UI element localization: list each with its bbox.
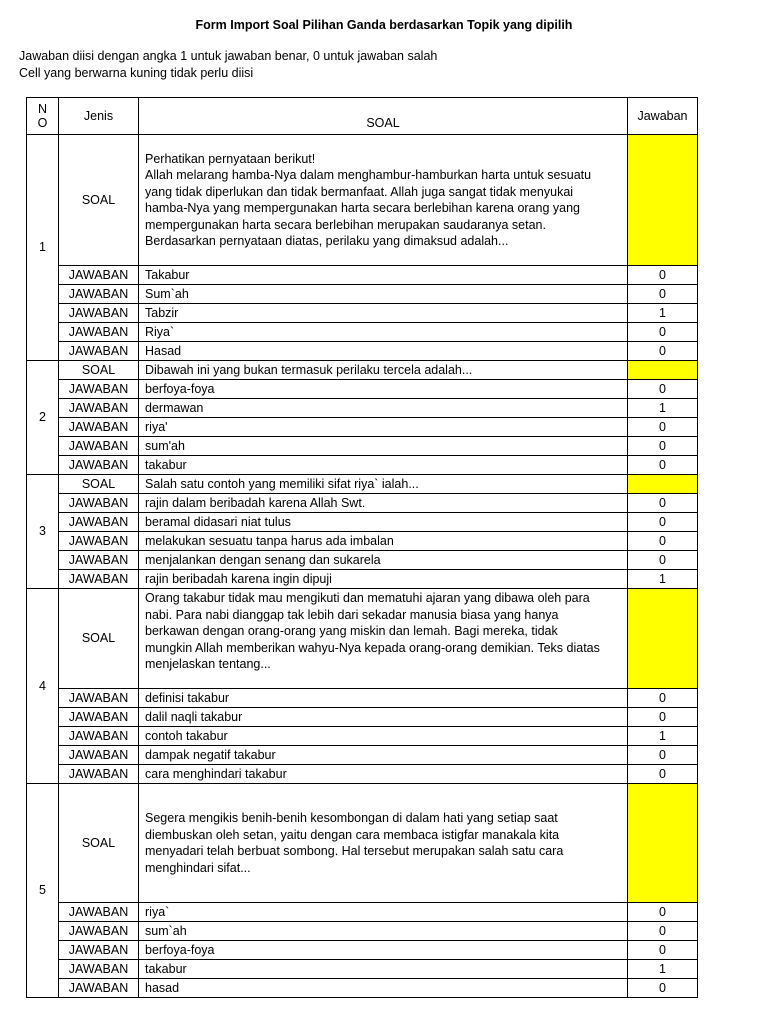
jawaban-row <box>27 380 698 399</box>
jawaban-row <box>27 570 698 589</box>
jawaban-row <box>27 746 698 765</box>
answer-value-cell[interactable]: 0 <box>628 266 698 285</box>
answer-value-cell[interactable]: 0 <box>628 689 698 708</box>
answer-cell-disabled <box>628 475 698 494</box>
question-text-line: nabi. Para nabi dianggap tak lebih dari sekadar manusia biasa yang hanya <box>145 607 559 622</box>
header-no-line2: O <box>37 116 48 130</box>
header-jenis: Jenis <box>59 98 139 135</box>
question-text <box>139 784 628 903</box>
answer-cell-disabled <box>628 784 698 903</box>
jawaban-row <box>27 532 698 551</box>
jenis-jawaban-label: JAWABAN <box>59 903 139 922</box>
answer-value-cell[interactable]: 0 <box>628 513 698 532</box>
question-text-line: mempergunakan harta secara berlebihan merupakan saudaranya setan. <box>145 217 546 232</box>
jenis-jawaban-label: JAWABAN <box>59 513 139 532</box>
soal-row <box>27 361 698 380</box>
question-text-line: mungkin Allah memberikan wahyu-Nya kepada orang-orang demikian. Teks diatas <box>145 640 600 655</box>
answer-value-cell[interactable]: 1 <box>628 570 698 589</box>
jawaban-row <box>27 903 698 922</box>
page-title: Form Import Soal Pilihan Ganda berdasarkan Topik yang dipilih <box>195 18 573 32</box>
header-no <box>27 98 59 135</box>
answer-option-text[interactable]: melakukan sesuatu tanpa harus ada imbalan <box>139 532 628 551</box>
question-text-line: Dibawah ini yang bukan termasuk perilaku tercela adalah... <box>145 362 473 377</box>
question-text-line: berkawan dengan orang-orang yang miskin dan lemah. Bagi mereka, tidak <box>145 624 558 638</box>
jawaban-row <box>27 418 698 437</box>
jenis-jawaban-label: JAWABAN <box>59 418 139 437</box>
jawaban-row <box>27 708 698 727</box>
answer-option-text[interactable]: beramal didasari niat tulus <box>139 513 628 532</box>
header-soal: SOAL <box>139 98 628 135</box>
jenis-jawaban-label: JAWABAN <box>59 941 139 960</box>
question-text-line: hamba-Nya yang mempergunakan harta secara berlebihan karena orang yang <box>145 201 580 215</box>
answer-value-cell[interactable]: 0 <box>628 979 698 998</box>
question-text-line: Berdasarkan pernyataan diatas, perilaku yang dimaksud adalah... <box>145 234 509 248</box>
answer-value-cell[interactable]: 0 <box>628 903 698 922</box>
answer-value-cell[interactable]: 0 <box>628 437 698 456</box>
answer-value-cell[interactable]: 0 <box>628 285 698 304</box>
question-text-line: menyadari telah berbuat sombong. Hal tersebut merupakan salah satu cara <box>145 844 564 858</box>
jenis-jawaban-label: JAWABAN <box>59 380 139 399</box>
answer-option-text[interactable]: sum`ah <box>139 922 628 941</box>
jenis-jawaban-label: JAWABAN <box>59 399 139 418</box>
answer-option-text[interactable]: definisi takabur <box>139 689 628 708</box>
soal-row <box>27 589 698 689</box>
jawaban-row <box>27 513 698 532</box>
answer-value-cell[interactable]: 0 <box>628 494 698 513</box>
soal-row <box>27 475 698 494</box>
instruction-line-2: Cell yang berwarna kuning tidak perlu diisi <box>19 66 254 80</box>
jenis-jawaban-label: JAWABAN <box>59 285 139 304</box>
jenis-jawaban-label: JAWABAN <box>59 437 139 456</box>
soal-row <box>27 784 698 903</box>
jawaban-row <box>27 960 698 979</box>
question-text-line: Perhatikan pernyataan berikut! <box>145 151 316 166</box>
answer-option-text[interactable]: Hasad <box>139 342 628 361</box>
question-text-line: Segera mengikis benih-benih kesombongan di dalam hati yang setiap saat <box>145 811 558 825</box>
answer-value-cell[interactable]: 0 <box>628 342 698 361</box>
soal-row <box>27 135 698 266</box>
jenis-jawaban-label: JAWABAN <box>59 708 139 727</box>
answer-option-text[interactable]: sum'ah <box>139 437 628 456</box>
jawaban-row <box>27 323 698 342</box>
jenis-jawaban-label: JAWABAN <box>59 689 139 708</box>
answer-option-text[interactable]: dermawan <box>139 399 628 418</box>
question-number: 2 <box>27 361 59 475</box>
jawaban-row <box>27 399 698 418</box>
question-text-line: Salah satu contoh yang memiliki sifat riya` ialah... <box>145 476 419 491</box>
answer-option-text[interactable]: Sum`ah <box>139 285 628 304</box>
answer-value-cell[interactable]: 1 <box>628 960 698 979</box>
answer-value-cell[interactable]: 1 <box>628 399 698 418</box>
answer-value-cell[interactable]: 0 <box>628 551 698 570</box>
question-text <box>139 475 628 494</box>
answer-value-cell[interactable]: 1 <box>628 727 698 746</box>
jawaban-row <box>27 266 698 285</box>
question-text <box>139 589 628 689</box>
question-text-line: diembuskan oleh setan, yaitu dengan cara membaca istigfar manakala kita <box>145 827 560 842</box>
answer-option-text[interactable]: dampak negatif takabur <box>139 746 628 765</box>
answer-value-cell[interactable]: 0 <box>628 532 698 551</box>
jenis-jawaban-label: JAWABAN <box>59 979 139 998</box>
question-text <box>139 361 628 380</box>
answer-option-text[interactable]: takabur <box>139 960 628 979</box>
header-jawaban: Jawaban <box>628 98 698 135</box>
answer-value-cell[interactable]: 0 <box>628 708 698 727</box>
jawaban-row <box>27 551 698 570</box>
answer-option-text[interactable]: hasad <box>139 979 628 998</box>
question-number: 5 <box>27 784 59 998</box>
question-text-line: menjelaskan tentang... <box>145 657 271 671</box>
jenis-jawaban-label: JAWABAN <box>59 922 139 941</box>
question-number: 1 <box>27 135 59 361</box>
jawaban-row <box>27 727 698 746</box>
answer-value-cell[interactable]: 1 <box>628 304 698 323</box>
jenis-jawaban-label: JAWABAN <box>59 304 139 323</box>
question-number: 3 <box>27 475 59 589</box>
instruction-line-1: Jawaban diisi dengan angka 1 untuk jawaban benar, 0 untuk jawaban salah <box>19 49 438 63</box>
question-text-line: Allah melarang hamba-Nya dalam menghambur-hamburkan harta untuk sesuatu <box>145 168 592 182</box>
answer-cell-disabled <box>628 589 698 689</box>
question-text-line: menghindari sifat... <box>145 860 251 875</box>
answer-option-text[interactable]: Takabur <box>139 266 628 285</box>
answer-value-cell[interactable]: 0 <box>628 418 698 437</box>
answer-option-text[interactable]: rajin dalam beribadah karena Allah Swt. <box>139 494 628 513</box>
jenis-jawaban-label: JAWABAN <box>59 266 139 285</box>
answer-value-cell[interactable]: 0 <box>628 922 698 941</box>
jawaban-row <box>27 456 698 475</box>
answer-option-text[interactable]: riya' <box>139 418 628 437</box>
header-no-line1: N <box>37 102 48 116</box>
answer-value-cell[interactable]: 0 <box>628 765 698 784</box>
answer-cell-disabled <box>628 135 698 266</box>
jenis-jawaban-label: JAWABAN <box>59 532 139 551</box>
jenis-soal-label: SOAL <box>59 361 139 380</box>
answer-option-text[interactable]: menjalankan dengan senang dan sukarela <box>139 551 628 570</box>
jawaban-row <box>27 285 698 304</box>
jenis-jawaban-label: JAWABAN <box>59 570 139 589</box>
question-text-line: Orang takabur tidak mau mengikuti dan mematuhi ajaran yang dibawa oleh para <box>145 591 590 605</box>
jawaban-row <box>27 304 698 323</box>
jawaban-row <box>27 494 698 513</box>
answer-cell-disabled <box>628 361 698 380</box>
jawaban-row <box>27 941 698 960</box>
jenis-jawaban-label: JAWABAN <box>59 323 139 342</box>
answer-option-text[interactable]: Tabzir <box>139 304 628 323</box>
jenis-jawaban-label: JAWABAN <box>59 960 139 979</box>
answer-value-cell[interactable]: 0 <box>628 323 698 342</box>
answer-option-text[interactable]: dalil naqli takabur <box>139 708 628 727</box>
question-text-line: yang tidak diperlukan dan tidak bermanfaat. Allah juga sangat tidak menyukai <box>145 184 574 199</box>
jawaban-row <box>27 979 698 998</box>
jenis-jawaban-label: JAWABAN <box>59 551 139 570</box>
jawaban-row <box>27 765 698 784</box>
question-number: 4 <box>27 589 59 784</box>
jawaban-row <box>27 437 698 456</box>
jenis-soal-label: SOAL <box>59 135 139 266</box>
answer-option-text[interactable]: takabur <box>139 456 628 475</box>
question-import-table <box>26 97 698 998</box>
answer-option-text[interactable]: rajin beribadah karena ingin dipuji <box>139 570 628 589</box>
jawaban-row <box>27 342 698 361</box>
answer-option-text[interactable]: cara menghindari takabur <box>139 765 628 784</box>
jenis-jawaban-label: JAWABAN <box>59 765 139 784</box>
question-text <box>139 135 628 266</box>
answer-option-text[interactable]: contoh takabur <box>139 727 628 746</box>
answer-value-cell[interactable]: 0 <box>628 456 698 475</box>
jenis-jawaban-label: JAWABAN <box>59 746 139 765</box>
jawaban-row <box>27 689 698 708</box>
jenis-soal-label: SOAL <box>59 589 139 689</box>
jenis-jawaban-label: JAWABAN <box>59 727 139 746</box>
jawaban-row <box>27 922 698 941</box>
answer-value-cell[interactable]: 0 <box>628 380 698 399</box>
answer-option-text[interactable]: berfoya-foya <box>139 380 628 399</box>
jenis-soal-label: SOAL <box>59 784 139 903</box>
jenis-jawaban-label: JAWABAN <box>59 494 139 513</box>
answer-option-text[interactable]: Riya` <box>139 323 628 342</box>
jenis-soal-label: SOAL <box>59 475 139 494</box>
answer-option-text[interactable]: riya` <box>139 903 628 922</box>
jenis-jawaban-label: JAWABAN <box>59 342 139 361</box>
answer-value-cell[interactable]: 0 <box>628 746 698 765</box>
jenis-jawaban-label: JAWABAN <box>59 456 139 475</box>
answer-option-text[interactable]: berfoya-foya <box>139 941 628 960</box>
header-row <box>27 98 698 135</box>
answer-value-cell[interactable]: 0 <box>628 941 698 960</box>
